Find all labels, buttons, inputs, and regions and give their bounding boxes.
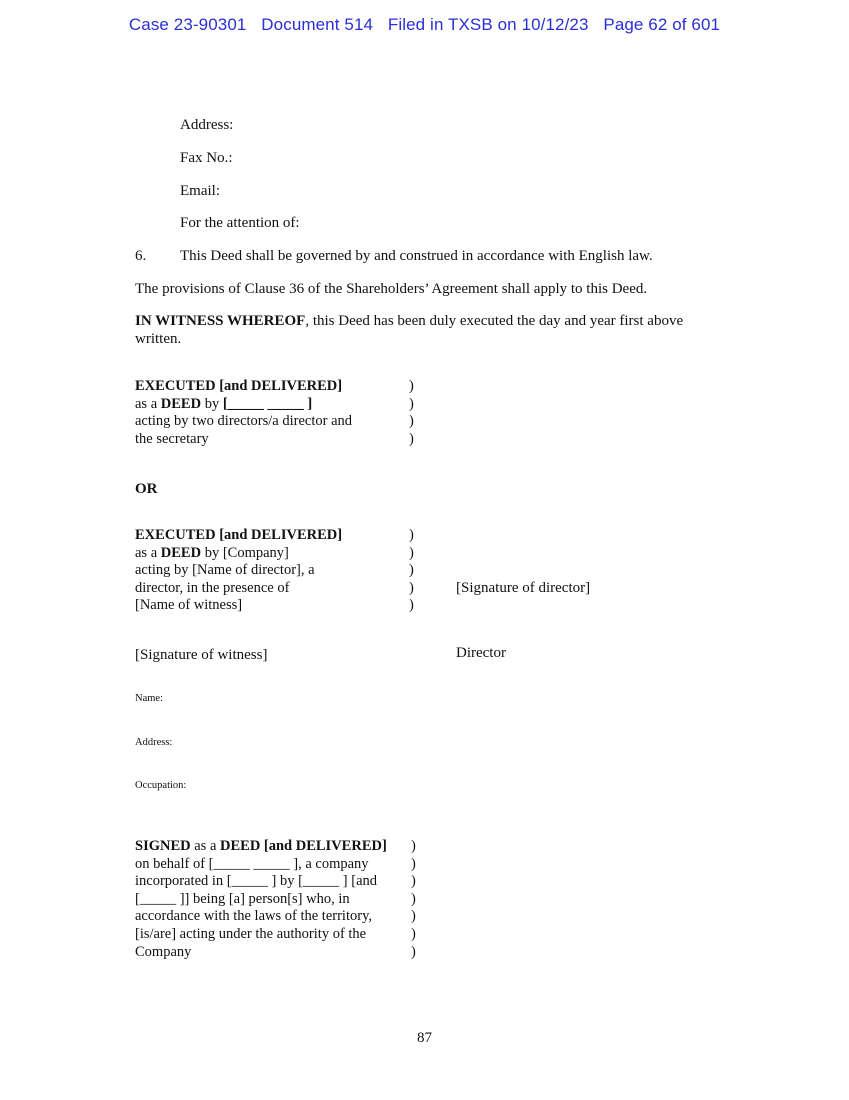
notice-address-label: Address: [180, 117, 234, 133]
witness-whereof-rest: , this Deed has been duly executed the day and year first above written. [135, 313, 684, 347]
block1-text: as a [135, 395, 161, 412]
execution-block-2 [135, 527, 342, 615]
signature-of-director: [Signature of director] [456, 580, 591, 596]
filed-date: Filed in TXSB on 10/12/23 [387, 15, 589, 34]
clause-number: 6. [135, 248, 147, 264]
director-label: Director [456, 645, 506, 661]
block3-deed: DEED [and DELIVERED] [220, 838, 387, 854]
block3-as-a: as a [190, 838, 220, 854]
page-number: 87 [417, 1030, 432, 1046]
block3-brackets: ) ) ) ) ) ) ) [411, 838, 416, 960]
block3-line4: [_____ ]] being [a] person[s] who, in [135, 890, 350, 907]
notice-email-label: Email: [180, 183, 220, 199]
block3-line3: incorporated in [_____ ] by [_____ ] [and [135, 873, 378, 890]
case-number: Case 23-90301 [128, 15, 247, 34]
execution-block-1 [135, 378, 352, 448]
witness-occupation-label: Occupation: [135, 780, 187, 791]
block1-blank: [_____ _____ ] [222, 395, 313, 412]
witness-whereof-paragraph [135, 312, 710, 348]
witness-address-label: Address: [135, 737, 173, 748]
block2-heading: EXECUTED [and DELIVERED] [135, 527, 343, 543]
notice-fax-label: Fax No.: [180, 150, 233, 166]
block2-line3: acting by [Name of director], a [135, 562, 315, 579]
block2-brackets: ) ) ) ) ) [409, 527, 414, 614]
notice-attention-label: For the attention of: [180, 215, 300, 231]
signature-of-witness: [Signature of witness] [135, 647, 268, 663]
witness-whereof-bold: IN WITNESS WHEREOF [135, 313, 306, 329]
block3-signed: SIGNED [135, 838, 191, 854]
filing-header [0, 15, 849, 35]
block3-line6: [is/are] acting under the authority of the [135, 925, 367, 942]
block3-line2: on behalf of [_____ _____ ], a company [135, 855, 369, 872]
document-number: Document 514 [261, 15, 374, 34]
block3-line7: Company [135, 943, 192, 960]
block2-deed: DEED [160, 544, 202, 561]
block2-line5: [Name of witness] [135, 597, 243, 614]
block1-deed: DEED [160, 395, 202, 412]
block2-line4: director, in the presence of [135, 579, 290, 596]
block1-line3: acting by two directors/a director and [135, 413, 353, 430]
block2-company: by [Company] [201, 544, 289, 561]
provisions-paragraph: The provisions of Clause 36 of the Shareholders’ Agreement shall apply to this Deed. [135, 281, 648, 297]
block1-line4: the secretary [135, 430, 209, 447]
execution-block-3 [135, 838, 387, 961]
clause-text: This Deed shall be governed by and construed in accordance with English law. [180, 248, 653, 264]
or-label: OR [135, 481, 158, 497]
block3-line5: accordance with the laws of the territory, [135, 908, 372, 925]
block2-text: as a [135, 544, 161, 561]
block1-brackets: ) ) ) ) [409, 378, 414, 447]
block1-by: by [201, 395, 223, 412]
block1-heading: EXECUTED [and DELIVERED] [135, 378, 343, 394]
witness-name-label: Name: [135, 693, 163, 704]
page-indicator: Page 62 of 601 [603, 15, 721, 34]
or-separator [135, 480, 158, 498]
